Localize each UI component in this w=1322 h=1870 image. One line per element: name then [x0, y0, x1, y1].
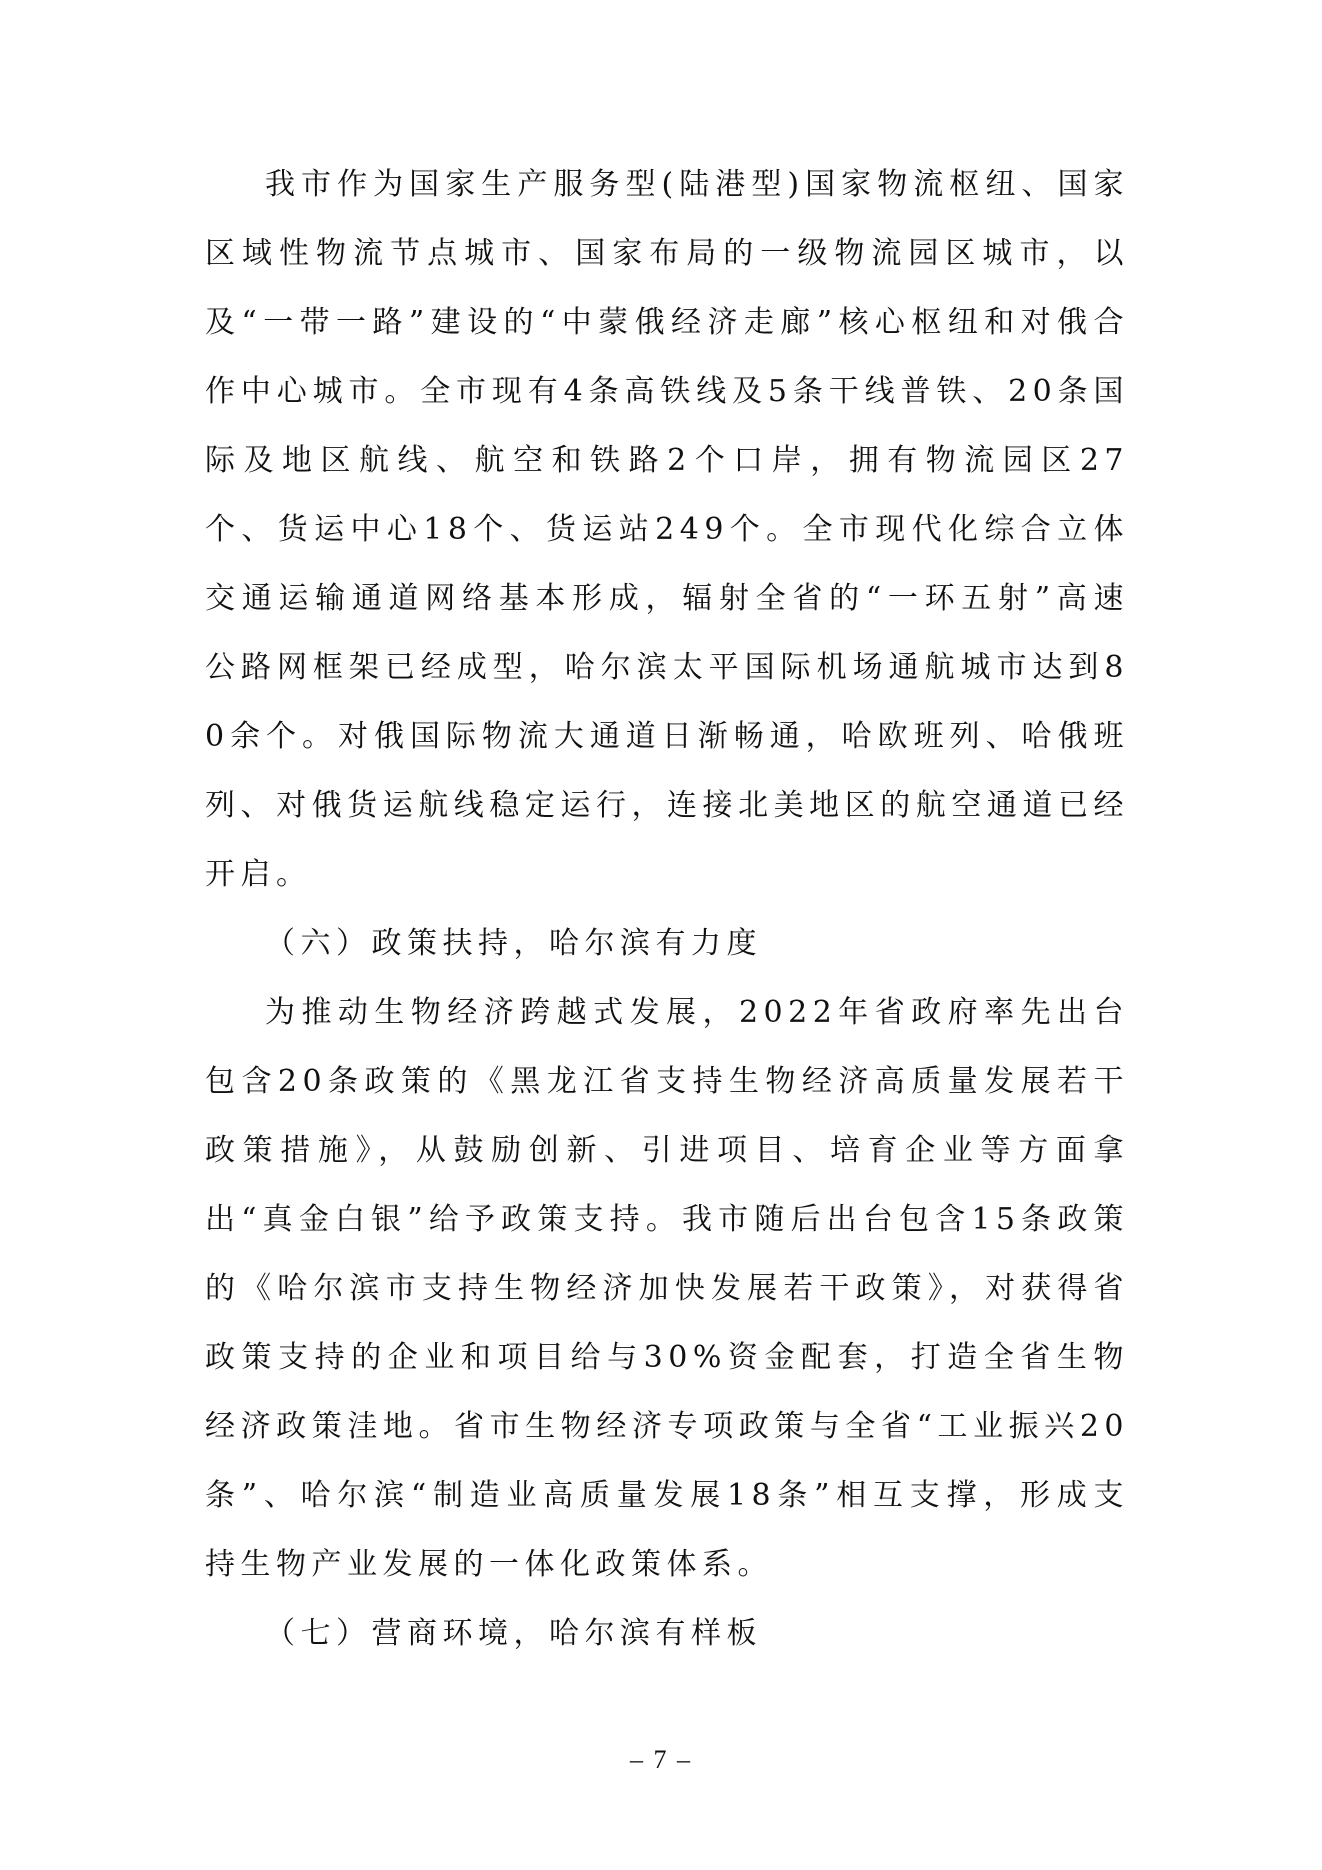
document-body [205, 150, 1129, 1668]
section-heading-policy: （六）政策扶持，哈尔滨有力度 [265, 926, 762, 961]
section-heading-business: （七）营商环境，哈尔滨有样板 [265, 1616, 762, 1651]
page-number: – 7 – [630, 1745, 692, 1774]
paragraph-policy: 为推动生物经济跨越式发展，2022年省政府率先出台包含20条政策的《黑龙江省支持生物经济高质量发展若干政策措施》，从鼓励创新、引进项目、培育企业等方面拿出“真金白银”给予政策支持。我市随后出台包含15条政策的《哈尔滨市支持生物经济加快发展若干政策》，对获得省政策支持的企业和项目给与30%资金配套，打造全省生物经济政策洼地。省市生物经济专项政策与全省“工业振兴20条”、哈尔滨“制造业高质量发展18条”相互支撑，形成支持生物产业发展的一体化政策体系。 [205, 995, 1129, 1582]
paragraph-logistics: 我市作为国家生产服务型(陆港型)国家物流枢纽、国家区域性物流节点城市、国家布局的一级物流园区城市，以及“一带一路”建设的“中蒙俄经济走廊”核心枢纽和对俄合作中心城市。全市现有4条高铁线及5条干线普铁、20条国际及地区航线、航空和铁路2个口岸，拥有物流园区27个、货运中心18个、货运站249个。全市现代化综合立体交通运输通道网络基本形成，辐射全省的“一环五射”高速公路网框架已经成型，哈尔滨太平国际机场通航城市达到80余个。对俄国际物流大通道日渐畅通，哈欧班列、哈俄班列、对俄货运航线稳定运行，连接北美地区的航空通道已经开启。 [205, 167, 1129, 892]
